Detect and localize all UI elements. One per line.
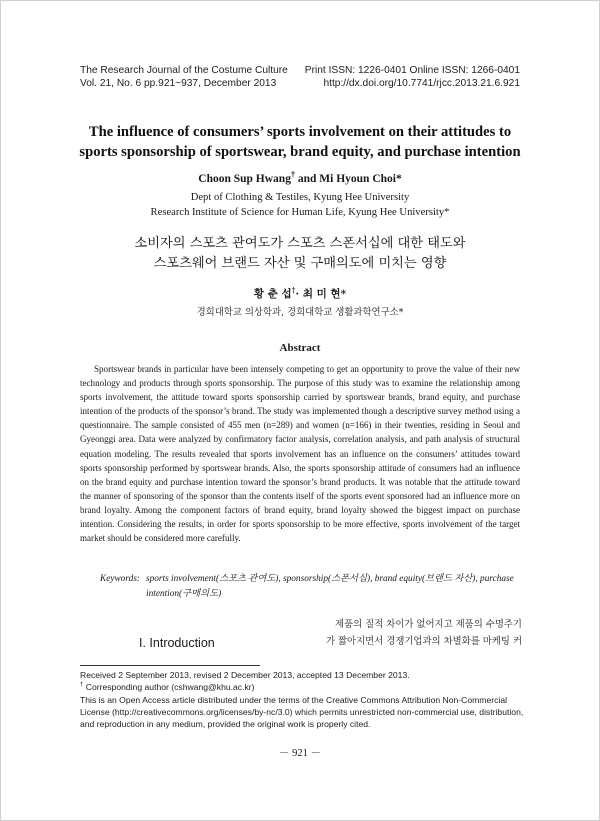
journal-issn: Print ISSN: 1226-0401 Online ISSN: 1266-0401 [304,65,520,76]
keywords-line-2: intention(구매의도) [146,588,222,599]
journal-name: The Research Journal of the Costume Culture [80,65,288,76]
body-text-right-column [312,617,522,650]
journal-header-left [80,65,288,90]
keywords-label: Keywords: [100,574,140,584]
korean-title-line-2: 스포츠웨어 브랜드 자산 및 구매의도에 미치는 영향 [153,256,447,271]
footnote-rule [80,665,260,666]
paper-title [50,122,550,162]
affiliation-1: Dept of Clothing & Testiles, Kyung Hee University [190,192,410,203]
keywords-line-1: sports involvement(스포츠 관여도), sponsorship(스폰서십), brand equity(브랜드 자산), purchase [146,574,514,584]
dagger-mark: † [290,170,295,180]
keywords [100,572,520,601]
korean-affiliation: 경희대학교 의상학과, 경희대학교 생활과학연구소* [196,307,404,318]
affiliation-2: Research Institute of Science for Human Life, Kyung Hee University* [150,207,450,218]
author-line [50,172,550,186]
body-line-2: 가 짧아지면서 경쟁기업과의 차별화를 마케팅 커 [325,635,522,647]
korean-title-line-1: 소비자의 스포츠 관여도가 스포츠 스폰서십에 대한 태도와 [134,236,466,251]
footnotes [80,669,525,730]
body-line-1: 제품의 질적 차이가 없어지고 제품의 수명주기 [335,619,522,630]
korean-author-line [50,285,550,301]
corresponding-note: † Corresponding author (cshwang@khu.ac.kr) [80,682,255,693]
journal-volume: Vol. 21, No. 6 pp.921~937, December 2013 [80,77,277,89]
korean-author-2: · 최 미 현* [295,288,347,300]
korean-title [50,234,550,274]
journal-header-right [305,65,520,90]
author-1: Choon Sup Hwang [198,173,291,185]
journal-doi[interactable]: http://dx.doi.org/10.7741/rjcc.2013.21.6.921 [323,77,520,89]
korean-dagger-mark: † [291,285,296,295]
license-note: This is an Open Access article distributed under the terms of the Creative Commons Attribution Non-Commercial License (http://creativecommons.org/licenses/by-nc/3.0) which permits unrestricted non-commercial use, distribution, and reproduction in any medium, provided the original work is properly cited. [80,694,524,730]
abstract-heading: Abstract [279,342,321,354]
received-note: Received 2 September 2013, revised 2 December 2013, accepted 13 December 2013. [80,670,410,680]
footnote-dagger: † [80,682,84,689]
abstract-body: Sportswear brands in particular have been intensely competing to get an opportunity to prove the value of their new technology and products through sports sponsorship. The purpose of this study was to examine the relationship among sports involvement, the attitude toward sports sponsorship carried by sportswear brands, brand equity, and purchase intention of the products of the sponsor’s brand. The study was implemented though a descriptive survey method using a questionnaire. The sample consisted of 455 men (n=289) and women (n=166) in their twenties, residing in Seoul and Gyeonggi area. Data were analyzed by confirmatory factor analysis, correlation analysis, and path analysis of structural equation modeling. The results revealed that sports involvement has an influence on the consumers’ attitudes toward sports sponsorship performed by sportswear brands. Also, the sports sponsorship attitude of consumers had an influence on the brand equity and purchase intention toward the sponsor’s brand products. It was notable that the attitude toward the manner of sponsoring of the sponsor than the contents itself of the sports event sponsored had an influence more on brand loyalty. Among the component factors of brand equity, brand loyalty showed the biggest impact on purchase intention. Considering the results, in order for sports sponsorship to be more effective, sports involvement of the target market should be considered more carefully. [80,364,520,544]
author-and: and [297,173,317,185]
title-line-1: The influence of consumers’ sports involvement on their attitudes to [88,124,512,140]
title-line-2: sports sponsorship of sportswear, brand equity, and purchase intention [79,144,521,160]
page-number: － 921 － [279,748,321,759]
section-heading-introduction: I. Introduction [139,636,215,650]
author-2: Mi Hyoun Choi* [319,173,402,185]
korean-author-1: 황 춘 섭 [253,288,292,300]
